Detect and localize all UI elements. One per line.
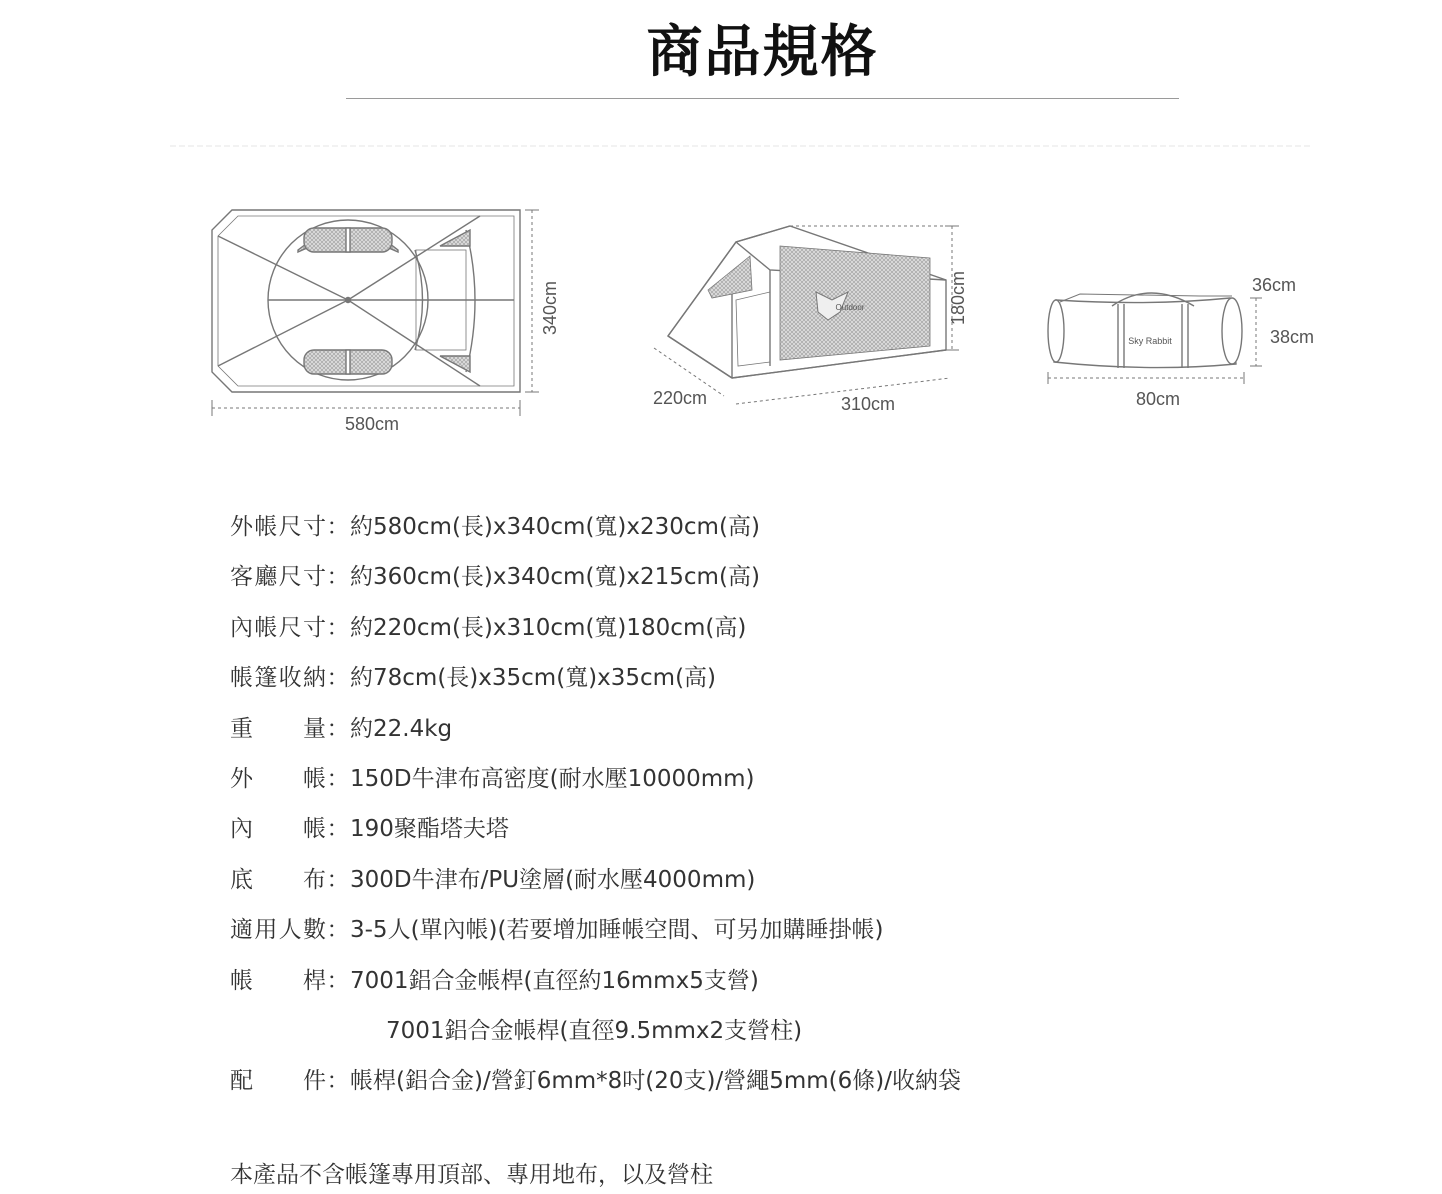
spec-row-capacity — [230, 911, 1330, 961]
spec-label: 內帳尺寸 — [230, 614, 326, 641]
spec-list — [230, 508, 1330, 1113]
spec-colon: ： — [326, 614, 350, 641]
spec-label: 內帳 — [230, 816, 326, 843]
spec-colon: ： — [326, 967, 350, 994]
spec-row-packed-size — [230, 659, 1330, 709]
spec-value: 300D牛津布/PU塗層(耐水壓4000mm) — [350, 866, 756, 893]
spec-row-poles-continued — [230, 1012, 1330, 1062]
spec-value: 150D牛津布高密度(耐水壓10000mm) — [350, 765, 755, 792]
spec-row-inner-fabric — [230, 810, 1330, 860]
tent-dimension-diagram — [0, 130, 1442, 450]
bag-length-label: 80cm — [1135, 389, 1181, 409]
side-view-depth-label: 220cm — [652, 388, 708, 408]
tent-bag-view — [1048, 293, 1242, 368]
spec-value: 約22.4kg — [350, 715, 453, 742]
spec-row-weight — [230, 710, 1330, 760]
bag-height-label: 38cm — [1269, 327, 1315, 347]
side-view-height-label: 180cm — [948, 270, 968, 326]
spec-colon: ： — [326, 665, 350, 692]
spec-row-accessories — [230, 1062, 1330, 1112]
tent-top-view — [212, 210, 520, 392]
spec-value: 約580cm(長)x340cm(寬)x230cm(高) — [350, 514, 760, 540]
spec-colon: ： — [326, 816, 350, 843]
spec-colon: ： — [326, 514, 350, 540]
spec-value: 7001鋁合金帳桿(直徑9.5mmx2支營柱) — [386, 1017, 803, 1044]
side-view-logo: Outdoor — [835, 303, 865, 312]
spec-row-poles — [230, 962, 1330, 1012]
spec-row-living-size — [230, 558, 1330, 608]
spec-row-outer-size — [230, 508, 1330, 558]
bag-width-label: 36cm — [1251, 275, 1297, 295]
top-view-width-label: 340cm — [540, 280, 560, 336]
spec-label: 適用人數 — [230, 917, 326, 944]
tent-side-view — [668, 226, 946, 378]
spec-value: 3-5人(單內帳)(若要增加睡帳空間、可另加購睡掛帳) — [350, 917, 884, 944]
spec-colon: ： — [326, 866, 350, 893]
spec-label: 底布 — [230, 866, 326, 893]
title-divider — [346, 98, 1179, 99]
spec-label: 帳篷收納 — [230, 665, 326, 692]
top-view-length-label: 580cm — [344, 414, 400, 434]
spec-label: 外帳 — [230, 765, 326, 792]
spec-row-outer-fabric — [230, 760, 1330, 810]
spec-value: 約220cm(長)x310cm(寬)180cm(高) — [350, 614, 747, 641]
side-view-length-label: 310cm — [840, 394, 896, 414]
spec-label: 外帳尺寸 — [230, 514, 326, 540]
spec-colon: ： — [326, 715, 350, 742]
spec-colon: ： — [326, 564, 350, 591]
spec-label: 客廳尺寸 — [230, 564, 326, 591]
spec-row-floor — [230, 861, 1330, 911]
page-title: 商品規格 — [646, 20, 879, 85]
bag-logo: Sky Rabbit — [1128, 336, 1172, 346]
spec-value: 約360cm(長)x340cm(寬)x215cm(高) — [350, 564, 760, 591]
spec-label: 重量 — [230, 715, 326, 742]
spec-value: 約78cm(長)x35cm(寬)x35cm(高) — [350, 665, 717, 692]
spec-value: 帳桿(鋁合金)/營釘6mm*8吋(20支)/營繩5mm(6條)/收納袋 — [350, 1068, 962, 1095]
spec-value: 7001鋁合金帳桿(直徑約16mmx5支營) — [350, 967, 759, 994]
spec-value: 190聚酯塔夫塔 — [350, 816, 509, 843]
spec-label: 配件 — [230, 1068, 326, 1095]
spec-row-inner-size — [230, 609, 1330, 659]
spec-label: 帳桿 — [230, 967, 326, 994]
product-note: 本產品不含帳篷專用頂部、專用地布，以及營柱 — [230, 1162, 713, 1188]
spec-colon: ： — [326, 765, 350, 792]
spec-colon: ： — [326, 1068, 350, 1095]
spec-colon: ： — [326, 917, 350, 944]
